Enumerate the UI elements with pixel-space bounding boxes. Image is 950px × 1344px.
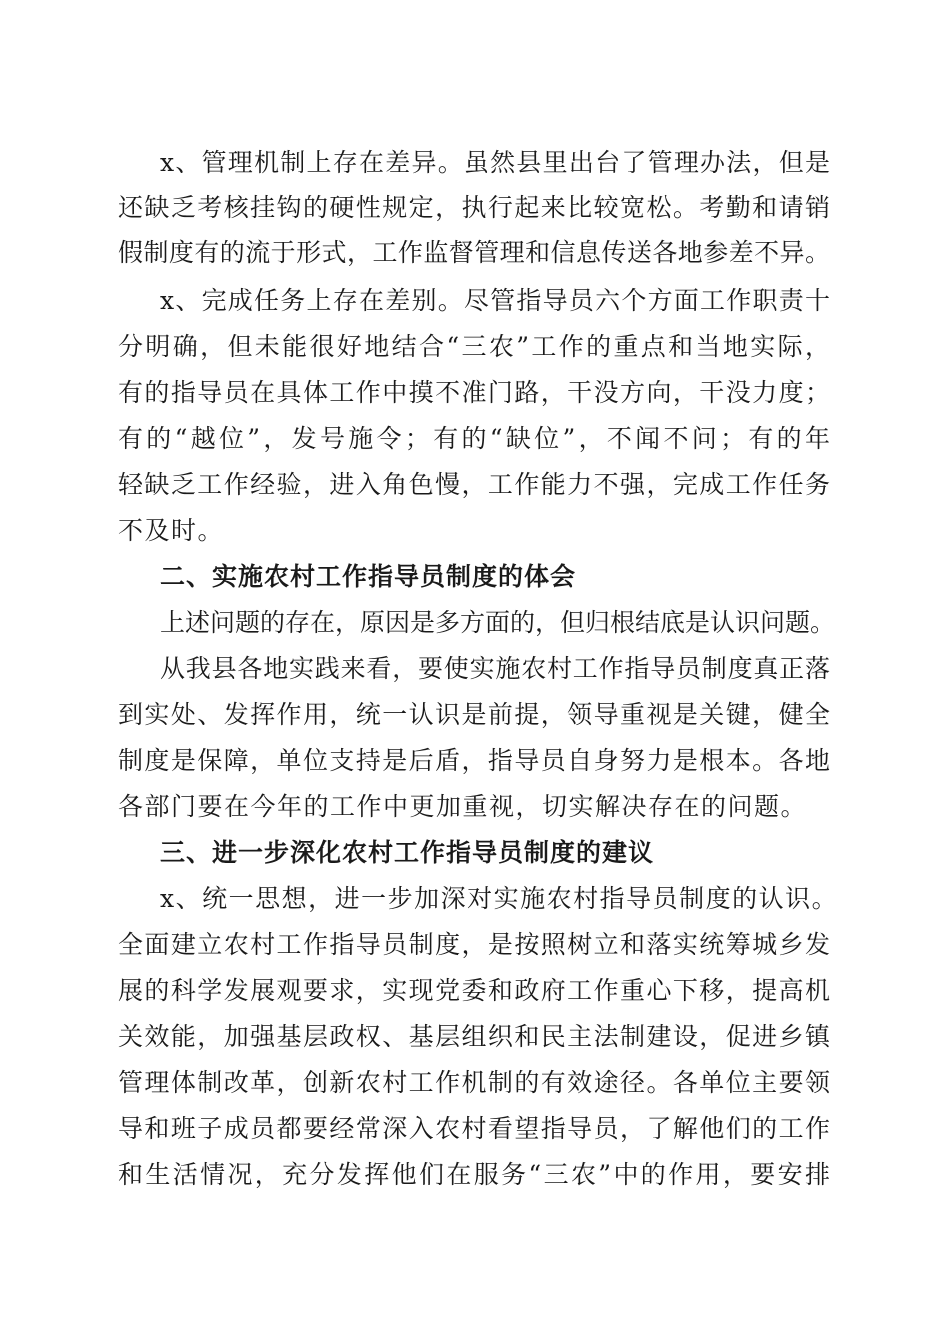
paragraph-3-line-1: 上述问题的存在，原因是多方面的，但归根结底是认识问题。 — [160, 608, 836, 637]
paragraph-5-line-1: x、统一思想，进一步加深对实施农村指导员制度的认识。 — [160, 884, 839, 913]
paragraph-2-line-3: 有的指导员在具体工作中摸不准门路，干没方向，干没力度； — [118, 378, 830, 407]
paragraph-4-line-2: 到实处、发挥作用，统一认识是前提，领导重视是关键，健全 — [118, 700, 830, 729]
paragraph-2-line-5: 轻缺乏工作经验，进入角色慢，工作能力不强，完成工作任务 — [118, 470, 830, 499]
paragraph-2-line-2: 分明确，但未能很好地结合“三农”工作的重点和当地实际， — [118, 332, 830, 361]
paragraph-5-line-7: 和生活情况，充分发挥他们在服务“三农”中的作用，要安排 — [118, 1160, 830, 1189]
paragraph-1-line-2: 还缺乏考核挂钩的硬性规定，执行起来比较宽松。考勤和请销 — [118, 193, 830, 222]
paragraph-5-line-2: 全面建立农村工作指导员制度，是按照树立和落实统筹城乡发 — [118, 930, 830, 959]
paragraph-4-line-4: 各部门要在今年的工作中更加重视，切实解决存在的问题。 — [118, 792, 808, 821]
paragraph-5-line-6: 导和班子成员都要经常深入农村看望指导员，了解他们的工作 — [118, 1114, 830, 1143]
paragraph-4-line-3: 制度是保障，单位支持是后盾，指导员自身努力是根本。各地 — [118, 746, 830, 775]
section-heading-3: 三、进一步深化农村工作指导员制度的建议 — [160, 838, 655, 867]
paragraph-2-line-4: 有的“越位”，发号施令；有的“缺位”，不闻不问；有的年 — [118, 424, 830, 453]
paragraph-2-line-6: 不及时。 — [118, 516, 225, 545]
section-heading-2: 二、实施农村工作指导员制度的体会 — [160, 562, 577, 591]
paragraph-1-line-1: x、管理机制上存在差异。虽然县里出台了管理办法，但是 — [160, 148, 830, 177]
paragraph-2-line-1: x、完成任务上存在差别。尽管指导员六个方面工作职责十 — [160, 286, 830, 315]
paragraph-1-line-3: 假制度有的流于形式，工作监督管理和信息传送各地参差不异。 — [118, 238, 830, 267]
paragraph-5-line-4: 关效能，加强基层政权、基层组织和民主法制建设，促进乡镇 — [118, 1022, 830, 1051]
paragraph-5-line-3: 展的科学发展观要求，实现党委和政府工作重心下移，提高机 — [118, 976, 830, 1005]
paragraph-5-line-5: 管理体制改革，创新农村工作机制的有效途径。各单位主要领 — [118, 1068, 830, 1097]
paragraph-4-line-1: 从我县各地实践来看，要使实施农村工作指导员制度真正落 — [160, 654, 830, 683]
